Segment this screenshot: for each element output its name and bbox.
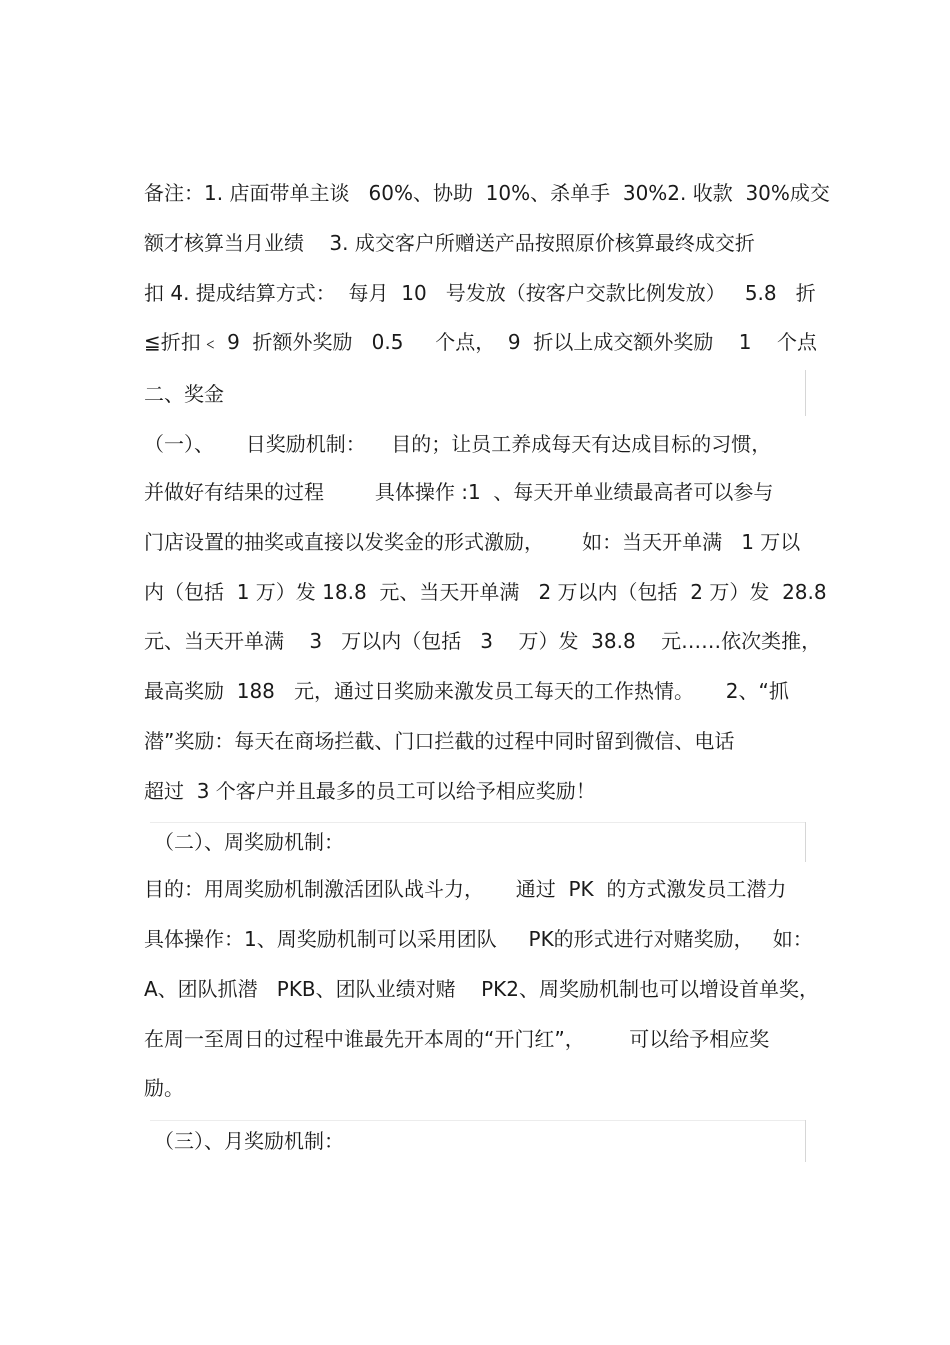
- text-line: （一）、 日奖励机制： 目的；让员工养成每天有达成目标的习惯，: [144, 432, 772, 456]
- text-line: 在周一至周日的过程中谁最先开本周的“开门红”， 可以给予相应奖: [144, 1027, 770, 1051]
- subsection-heading: （三）、月奖励机制：: [154, 1129, 344, 1153]
- text-line: A、团队抓潜 PKB、团队业绩对赌 PK2、周奖励机制也可以增设首单奖，: [144, 977, 819, 1001]
- text-line: ≦折扣﹤ 9 折额外奖励 0.5 个点， 9 折以上成交额外奖励 1 个点: [144, 330, 817, 354]
- text-line: 元、当天开单满 3 万以内（包括 3 万）发 38.8 元……依次类推，: [144, 629, 822, 653]
- text-line: 并做好有结果的过程 具体操作 :1 、每天开单业绩最高者可以参与: [144, 480, 774, 504]
- text-line: 超过 3 个客户并且最多的员工可以给予相应奖励！: [144, 779, 596, 803]
- text-line: 具体操作：1、周奖励机制可以采用团队 PK的形式进行对赌奖励， 如：: [144, 927, 813, 951]
- text-line: 门店设置的抽奖或直接以发奖金的形式激励， 如：当天开单满 1 万以: [144, 530, 801, 554]
- text-line: 额才核算当月业绩 3. 成交客户所赠送产品按照原价核算最终成交折: [144, 231, 755, 255]
- text-line: 扣 4. 提成结算方式： 每月 10 号发放（按客户交款比例发放） 5.8 折: [144, 281, 816, 305]
- table-border: [805, 822, 806, 862]
- text-line: 目的：用周奖励机制激活团队战斗力， 通过 PK 的方式激发员工潜力: [144, 877, 787, 901]
- text-line: 励。: [144, 1076, 184, 1100]
- text-line: 内（包括 1 万）发 18.8 元、当天开单满 2 万以内（包括 2 万）发 28.8: [144, 580, 827, 604]
- table-border: [150, 822, 806, 823]
- text-line: 备注：1. 店面带单主谈 60%、协助 10%、杀单手 30%2. 收款 30%成交: [144, 181, 830, 205]
- text-line: 潜”奖励：每天在商场拦截、门口拦截的过程中同时留到微信、电话: [144, 729, 735, 753]
- text-line: 最高奖励 188 元，通过日奖励来激发员工每天的工作热情。 2、“抓: [144, 679, 789, 703]
- subsection-heading: （二）、周奖励机制：: [154, 830, 344, 854]
- table-border: [805, 1120, 806, 1162]
- section-heading: 二、奖金: [144, 382, 224, 406]
- table-border: [805, 370, 806, 416]
- table-border: [150, 1120, 806, 1121]
